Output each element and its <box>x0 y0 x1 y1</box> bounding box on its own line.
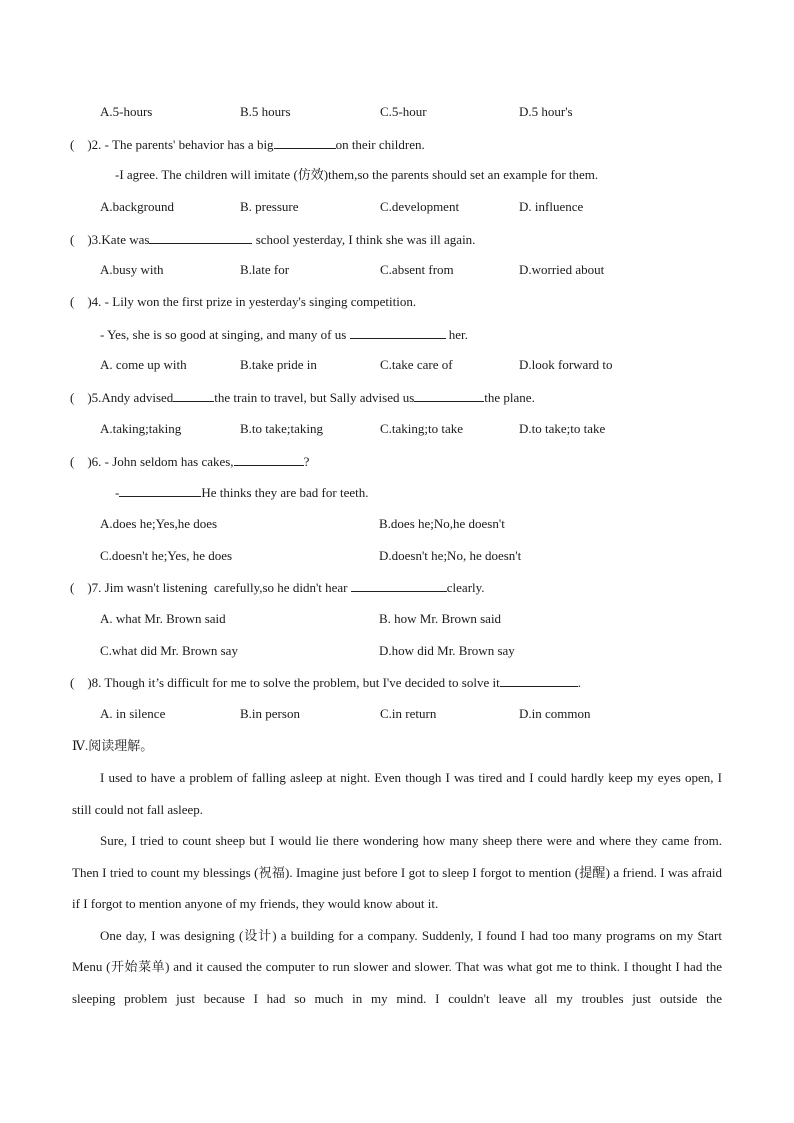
q6-option-a: A.does he;Yes,he does <box>100 516 218 531</box>
fill-blank[interactable] <box>119 484 201 497</box>
q1-option-b: B.5 hours <box>240 104 291 119</box>
q8-option-d: D.in common <box>519 706 591 721</box>
q8-option-c: C.in return <box>380 706 437 721</box>
q4-option-c: C.take care of <box>380 357 453 372</box>
q5-option-a: A.taking;taking <box>100 421 182 436</box>
q1-option-c: C.5-hour <box>380 104 427 119</box>
reading-passage <box>72 762 722 1014</box>
q8-option-a: A. in silence <box>100 706 166 721</box>
q2-response: -I agree. The children will imitate (仿效)them,so the parents should set an example for them. <box>115 167 599 182</box>
q4-option-b: B.take pride in <box>240 357 317 372</box>
q6-option-d: D.doesn't he;No, he doesn't <box>379 548 522 563</box>
fill-blank[interactable] <box>234 453 304 466</box>
q6-option-b: B.does he;No,he doesn't <box>379 516 505 531</box>
q3-stem: ( )3.Kate was school yesterday, I think she was ill again. <box>70 232 476 247</box>
q7-stem: ( )7. Jim wasn't listening carefully,so he didn't hear clearly. <box>70 580 485 595</box>
fill-blank[interactable] <box>350 326 446 339</box>
reading-paragraph-1: I used to have a problem of falling asleep at night. Even though I was tired and I could hardly keep my eyes open, I still could not fall asleep. <box>72 770 722 817</box>
answer-paren[interactable]: ( ) <box>70 454 92 469</box>
q8-stem: ( )8. Though it’s difficult for me to solve the problem, but I've decided to solve it . <box>70 675 581 690</box>
answer-paren[interactable]: ( ) <box>70 390 92 405</box>
q5-option-c: C.taking;to take <box>380 421 464 436</box>
reading-paragraph-2: Sure, I tried to count sheep but I would lie there wondering how many sheep there were and where they came from. Then I tried to count my blessings (祝福). Imagine just before I got to sleep I forgot to mention (提醒) a friend. I was afraid if I forgot to mention anyone of my friends, they would know about it. <box>72 833 722 911</box>
q7-option-c: C.what did Mr. Brown say <box>100 643 238 658</box>
q3-option-d: D.worried about <box>519 262 605 277</box>
answer-paren[interactable]: ( ) <box>70 294 92 309</box>
q1-option-d: D.5 hour's <box>519 104 573 119</box>
q7-option-a: A. what Mr. Brown said <box>100 611 226 626</box>
q2-option-d: D. influence <box>519 199 584 214</box>
q7-option-b: B. how Mr. Brown said <box>379 611 502 626</box>
q2-stem: ( )2. - The parents' behavior has a big on their children. <box>70 137 425 152</box>
answer-paren[interactable]: ( ) <box>70 232 92 247</box>
fill-blank[interactable] <box>414 389 484 402</box>
q4-option-a: A. come up with <box>100 357 187 372</box>
q4-response: - Yes, she is so good at singing, and many of us her. <box>100 327 468 342</box>
q3-option-a: A.busy with <box>100 262 164 277</box>
q4-option-d: D.look forward to <box>519 357 613 372</box>
q8-option-b: B.in person <box>240 706 300 721</box>
q5-option-b: B.to take;taking <box>240 421 324 436</box>
q2-option-b: B. pressure <box>240 199 299 214</box>
reading-paragraph-3: One day, I was designing (设计) a building for a company. Suddenly, I found I had too many programs on my Start Menu (开始菜单) and it caused the computer to run slower and slower. That was what got me to think. I thought I had the sleeping problem just because I had so much in my mind. I couldn't leave all my troubles just outside the <box>72 927 722 1006</box>
q3-option-b: B.late for <box>240 262 290 277</box>
fill-blank[interactable] <box>500 674 578 687</box>
section-heading: Ⅳ.阅读理解。 <box>72 738 154 753</box>
q6-option-c: C.doesn't he;Yes, he does <box>100 548 233 563</box>
q6-response: - He thinks they are bad for teeth. <box>115 485 369 500</box>
fill-blank[interactable] <box>274 136 336 149</box>
q3-option-c: C.absent from <box>380 262 454 277</box>
q5-stem: ( )5.Andy advised the train to travel, but Sally advised us the plane. <box>70 390 535 405</box>
q2-option-c: C.development <box>380 199 460 214</box>
q7-option-d: D.how did Mr. Brown say <box>379 643 515 658</box>
answer-paren[interactable]: ( ) <box>70 580 92 595</box>
q4-stem: ( )4. - Lily won the first prize in yesterday's singing competition. <box>70 294 417 309</box>
fill-blank[interactable] <box>351 579 447 592</box>
fill-blank[interactable] <box>173 389 214 402</box>
q5-option-d: D.to take;to take <box>519 421 606 436</box>
q6-stem: ( )6. - John seldom has cakes, ? <box>70 454 310 469</box>
answer-paren[interactable]: ( ) <box>70 675 92 690</box>
q2-option-a: A.background <box>100 199 175 214</box>
q1-option-a: A.5-hours <box>100 104 153 119</box>
answer-paren[interactable]: ( ) <box>70 137 92 152</box>
fill-blank[interactable] <box>149 231 252 244</box>
